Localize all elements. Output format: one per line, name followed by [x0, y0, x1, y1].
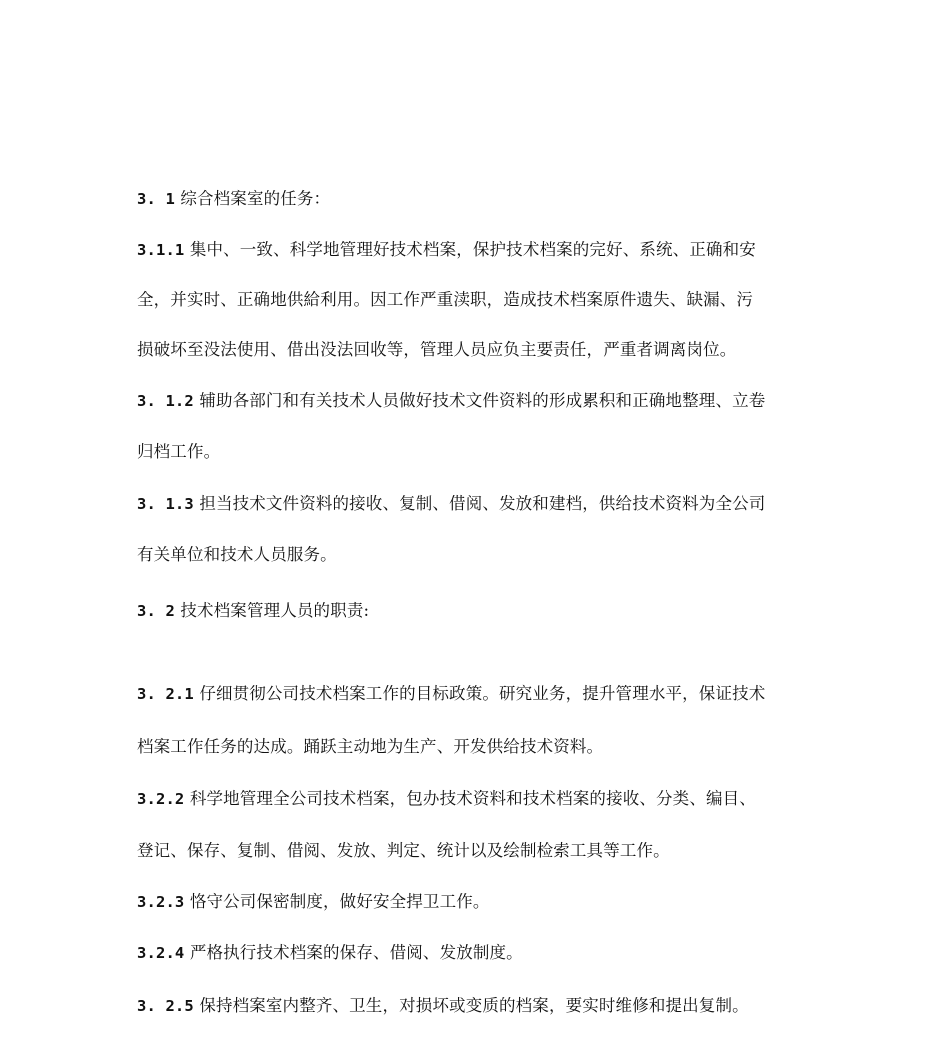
paragraph-text: 严格执行技术档案的保存、借阅、发放制度。: [189, 943, 523, 962]
paragraph-3-2-5: [137, 995, 817, 1017]
paragraph-text: 集中、一致、科学地管理好技术档案，保护技术档案的完好、系统、正确和安: [189, 240, 756, 259]
section-number: 3.2.4: [137, 944, 185, 962]
section-number: 3. 2: [137, 602, 175, 620]
paragraph-3-1-1-line-2: [137, 289, 817, 311]
section-number: 3. 1: [137, 190, 175, 208]
section-heading-3-2: [137, 600, 817, 622]
paragraph-text: 档案工作任务的达成。踊跃主动地为生产、开发供给技术资料。: [137, 737, 604, 756]
paragraph-3-2-2-line-2: [137, 840, 817, 862]
paragraph-3-2-2-line-1: [137, 788, 817, 810]
paragraph-text: 保持档案室内整齐、卫生，对损坏或变质的档案，要实时维修和提出复制。: [199, 996, 749, 1015]
paragraph-3-2-1-line-1: [137, 683, 817, 705]
section-heading-3-1: [137, 188, 817, 210]
section-number: 3.2.3: [137, 893, 185, 911]
paragraph-text: 科学地管理全公司技术档案，包办技术资料和技术档案的接收、分类、编目、: [189, 789, 756, 808]
paragraph-3-1-2-line-2: [137, 441, 817, 463]
paragraph-3-1-3-line-1: [137, 493, 817, 515]
section-number: 3.1.1: [137, 241, 185, 259]
paragraph-text: 辅助各部门和有关技术人员做好技术文件资料的形成累积和正确地整理、立卷: [199, 391, 766, 410]
paragraph-text: 恪守公司保密制度，做好安全捍卫工作。: [189, 892, 490, 911]
section-text: 综合档案室的任务：: [180, 189, 331, 208]
paragraph-text: 登记、保存、复制、借阅、发放、判定、统计以及绘制检索工具等工作。: [137, 841, 670, 860]
paragraph-3-2-1-line-2: [137, 736, 817, 758]
section-number: 3. 1.2: [137, 392, 194, 410]
paragraph-3-1-1-line-3: [137, 339, 817, 361]
paragraph-text: 归档工作。: [137, 442, 221, 461]
paragraph-3-1-3-line-2: [137, 544, 817, 566]
section-number: 3.2.2: [137, 790, 185, 808]
paragraph-text: 全，并实时、正确地供給利用。因工作严重渎职，造成技术档案原件遗失、缺漏、污: [137, 290, 754, 309]
section-number: 3. 2.5: [137, 997, 194, 1015]
paragraph-3-1-1-line-1: [137, 239, 817, 261]
paragraph-text: 有关单位和技术人员服务。: [137, 545, 337, 564]
paragraph-text: 担当技术文件资料的接收、复制、借阅、发放和建档，供给技术资料为全公司: [199, 494, 766, 513]
section-number: 3. 1.3: [137, 495, 194, 513]
paragraph-text: 损破坏至没法使用、借出没法回收等，管理人员应负主要责任，严重者调离岗位。: [137, 340, 737, 359]
paragraph-text: 仔细贯彻公司技术档案工作的目标政策。研究业务，提升管理水平，保证技术: [199, 684, 766, 703]
paragraph-3-2-4: [137, 942, 817, 964]
section-number: 3. 2.1: [137, 685, 194, 703]
paragraph-3-1-2-line-1: [137, 390, 817, 412]
section-text: 技术档案管理人员的职责:: [180, 601, 370, 620]
paragraph-3-2-3: [137, 891, 817, 913]
